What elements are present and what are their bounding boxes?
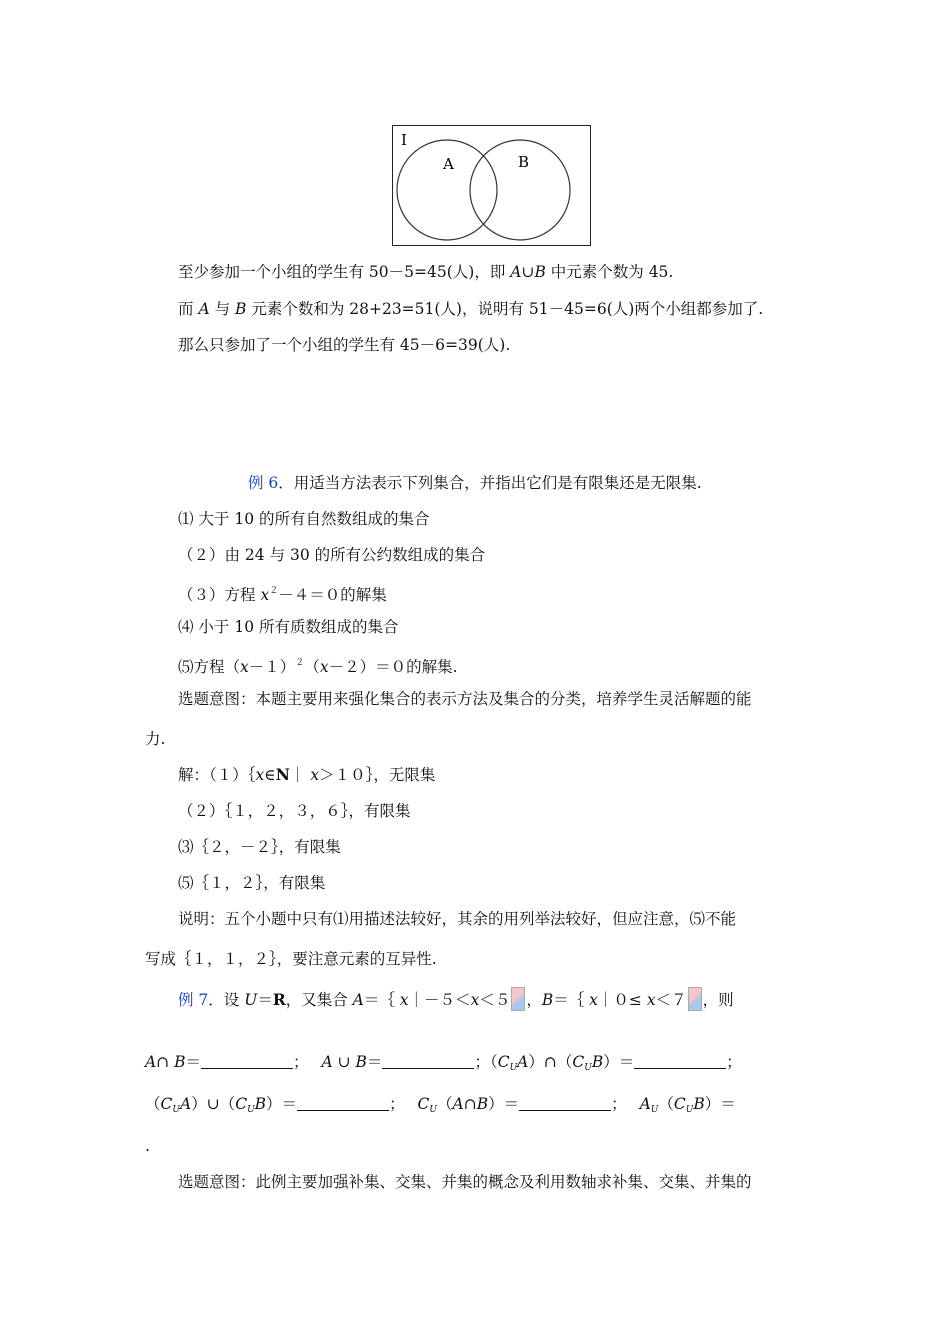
var-u: U bbox=[244, 991, 258, 1009]
var-c: C bbox=[497, 1053, 510, 1071]
text: ）＝ bbox=[266, 1095, 298, 1113]
text: （ bbox=[658, 1095, 674, 1113]
set-b: B bbox=[355, 1053, 367, 1071]
text: ＞１０｝，无限集 bbox=[319, 766, 436, 784]
subscript-u: U bbox=[650, 1105, 659, 1115]
set-a: A bbox=[639, 1095, 651, 1113]
set-b: B bbox=[541, 991, 554, 1009]
text: ， bbox=[526, 991, 542, 1009]
text: ＜７ bbox=[655, 991, 687, 1009]
text: ∩ bbox=[156, 1053, 175, 1071]
subscript-u: U bbox=[509, 1063, 518, 1073]
var-x: x bbox=[589, 991, 598, 1009]
text: 中元素个数为 45. bbox=[545, 263, 674, 281]
ex6-solution-2: （２）｛１，２，３，６｝，有限集 bbox=[178, 802, 411, 820]
ex6-solution-3: ⑶｛２，－２｝，有限集 bbox=[178, 838, 341, 856]
text: ； bbox=[293, 1053, 309, 1071]
set-b: B bbox=[476, 1095, 489, 1113]
text: ｜０≤ bbox=[597, 991, 647, 1009]
set-a: A bbox=[452, 1095, 464, 1113]
natural-numbers-symbol: N bbox=[275, 765, 290, 784]
text: ； bbox=[611, 1095, 627, 1113]
var-c: C bbox=[417, 1095, 430, 1113]
subscript-u: U bbox=[247, 1105, 255, 1115]
text: ）∩（ bbox=[528, 1053, 573, 1071]
union-symbol: ∪ bbox=[521, 263, 535, 281]
var-x: x bbox=[399, 991, 409, 1009]
text: ＝｛ bbox=[363, 991, 400, 1009]
example-7-line3 bbox=[145, 1094, 736, 1120]
ex6-item-3 bbox=[178, 581, 387, 605]
broken-image-icon bbox=[511, 987, 525, 1011]
ex6-intent-line1: 选题意图：本题主要用来强化集合的表示方法及集合的分类，培养学生灵活解题的能 bbox=[178, 690, 752, 708]
set-b: B bbox=[534, 263, 546, 281]
text: 至少参加一个小组的学生有 50－5=45(人)，即 bbox=[178, 263, 511, 281]
var-c: C bbox=[160, 1095, 173, 1113]
exponent: ２ bbox=[269, 586, 279, 596]
text: ，则 bbox=[702, 991, 734, 1009]
text: ＝ bbox=[366, 1053, 383, 1071]
ex7-intent: 选题意图：此例主要加强补集、交集、并集的概念及利用数轴求补集、交集、并集的 bbox=[178, 1173, 752, 1191]
example-7-line2 bbox=[145, 1052, 742, 1078]
text: 解：（１）｛ bbox=[178, 766, 256, 784]
text: ）＝ bbox=[704, 1095, 736, 1113]
paragraph-single-group: 那么只参加了一个小组的学生有 45－6=39(人). bbox=[178, 336, 511, 354]
answer-blank[interactable] bbox=[201, 1054, 293, 1069]
ex6-item-4: ⑷ 小于 10 所有质数组成的集合 bbox=[178, 618, 399, 636]
text: ｜ bbox=[289, 766, 311, 784]
paragraph-union-count bbox=[178, 262, 673, 282]
text: 与 bbox=[209, 300, 235, 318]
venn-diagram bbox=[392, 125, 592, 247]
answer-blank[interactable] bbox=[297, 1096, 389, 1111]
example-6-label: 例 6 bbox=[248, 474, 279, 492]
set-b: B bbox=[174, 1053, 186, 1071]
text: ）＝ bbox=[603, 1053, 635, 1071]
universe-label: I bbox=[401, 131, 407, 149]
var-x: x bbox=[646, 991, 656, 1009]
var-c: C bbox=[673, 1095, 686, 1113]
var-c: C bbox=[235, 1095, 248, 1113]
text: （ bbox=[145, 1095, 161, 1113]
ex6-intent-line2: 力. bbox=[145, 730, 166, 748]
element-of-symbol: ∈ bbox=[264, 766, 276, 784]
set-b-label: B bbox=[518, 153, 530, 171]
text: ）∪（ bbox=[191, 1095, 236, 1113]
ex6-item-5 bbox=[178, 653, 458, 677]
set-a: A bbox=[352, 991, 364, 1009]
set-a: A bbox=[510, 263, 522, 281]
var-x: x bbox=[240, 658, 249, 676]
ex6-note-line2: 写成｛１，１，２｝，要注意元素的互异性. bbox=[145, 950, 437, 968]
subscript-u: U bbox=[685, 1105, 694, 1115]
example-7-line1 bbox=[178, 987, 734, 1011]
text: ＝ bbox=[257, 991, 273, 1009]
text: ∪ bbox=[332, 1053, 356, 1071]
example-6-title bbox=[248, 473, 702, 493]
set-a: A bbox=[517, 1053, 529, 1071]
set-a: A bbox=[145, 1053, 157, 1071]
text: （３）方程 bbox=[178, 586, 261, 604]
subscript-u: U bbox=[584, 1063, 592, 1073]
ex6-item-2: （２）由 24 与 30 的所有公约数组成的集合 bbox=[178, 546, 486, 564]
text: ．设 bbox=[208, 991, 245, 1009]
set-b: B bbox=[254, 1095, 267, 1113]
text: ｜－５＜ bbox=[408, 991, 471, 1009]
subscript-u: U bbox=[172, 1105, 180, 1115]
text: ＝｛ bbox=[553, 991, 590, 1009]
broken-image-icon bbox=[688, 987, 702, 1011]
text: （ bbox=[436, 1095, 453, 1113]
example-7-label: 例 7 bbox=[178, 991, 209, 1009]
var-c: C bbox=[572, 1053, 585, 1071]
text: ＜５ bbox=[479, 991, 511, 1009]
text: ；（ bbox=[474, 1053, 498, 1071]
subscript-u: U bbox=[429, 1105, 437, 1115]
set-b: B bbox=[591, 1053, 604, 1071]
ex6-item-1: ⑴ 大于 10 的所有自然数组成的集合 bbox=[178, 510, 430, 528]
ex6-note-line1: 说明：五个小题中只有⑴用描述法较好，其余的用列举法较好，但应注意，⑸不能 bbox=[178, 910, 737, 928]
text: ； bbox=[726, 1053, 742, 1071]
var-x: x bbox=[310, 766, 320, 784]
answer-blank[interactable] bbox=[519, 1096, 611, 1111]
text: ）＝ bbox=[488, 1095, 520, 1113]
exponent: ２ bbox=[295, 658, 305, 668]
text: －４＝０的解集 bbox=[278, 586, 387, 604]
ex6-solution-5: ⑸｛１，２｝，有限集 bbox=[178, 874, 326, 892]
answer-blank[interactable] bbox=[382, 1054, 474, 1069]
var-x: x bbox=[260, 586, 270, 604]
text: ．用适当方法表示下列集合，并指出它们是有限集还是无限集. bbox=[278, 474, 702, 492]
text: （ bbox=[304, 658, 320, 676]
ex6-solution-1 bbox=[178, 765, 435, 785]
text: 元素个数和为 28+23=51(人)，说明有 51－45=6(人)两个小组都参加了. bbox=[246, 300, 764, 318]
reals-symbol: R bbox=[272, 990, 286, 1009]
text: ，又集合 bbox=[285, 991, 353, 1009]
set-a: A bbox=[321, 1053, 333, 1071]
set-a: A bbox=[179, 1095, 192, 1113]
paragraph-sum-count bbox=[178, 299, 763, 319]
var-x: x bbox=[470, 991, 480, 1009]
text: ； bbox=[389, 1095, 405, 1113]
text: －２）＝０的解集. bbox=[328, 658, 458, 676]
set-a: A bbox=[198, 300, 210, 318]
set-b: B bbox=[693, 1095, 705, 1113]
text: ⑸方程（ bbox=[178, 658, 241, 676]
example-7-line4: . bbox=[145, 1137, 150, 1155]
text: ∩ bbox=[463, 1095, 477, 1113]
text: 而 bbox=[178, 300, 199, 318]
text: ＝ bbox=[185, 1053, 202, 1071]
var-x: x bbox=[319, 658, 329, 676]
answer-blank[interactable] bbox=[634, 1054, 726, 1069]
var-x: x bbox=[255, 766, 265, 784]
set-b: B bbox=[235, 300, 247, 318]
set-a-label: A bbox=[443, 155, 454, 173]
universe-rectangle bbox=[393, 126, 591, 246]
text: －１） bbox=[248, 658, 296, 676]
